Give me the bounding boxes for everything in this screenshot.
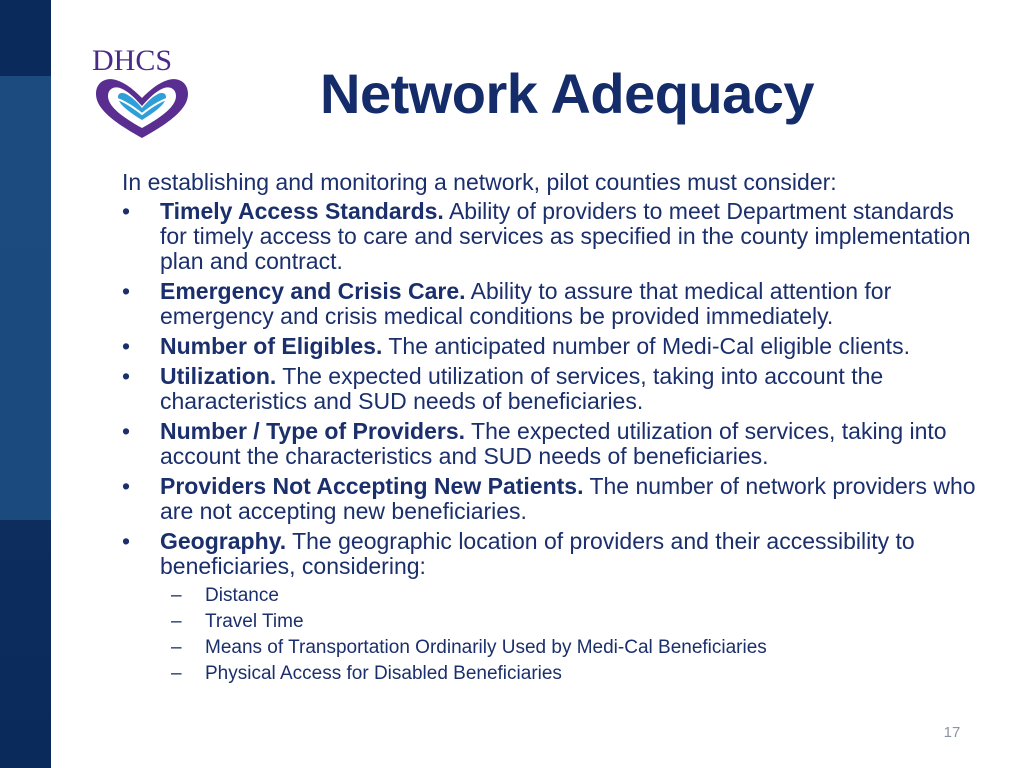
bullet-provider-types <box>122 419 982 469</box>
bullet-text: The geographic location of providers and their accessibility to beneficiaries, considering: <box>160 528 915 579</box>
bullet-text: The number of network providers who are not accepting new beneficiaries. <box>160 473 976 524</box>
bullet-text: Ability to assure that medical attention for emergency and crisis medical conditions be provided immediately. <box>160 278 892 329</box>
sub-item-distance: – Distance <box>160 583 982 608</box>
bullet-geography <box>122 529 982 686</box>
bullet-term: Timely Access Standards. <box>160 198 444 224</box>
logo-text: DHCS <box>92 44 173 77</box>
bullet-term: Number / Type of Providers. <box>160 418 466 444</box>
side-accent-bar <box>0 0 51 768</box>
bullet-term: Emergency and Crisis Care. <box>160 278 466 304</box>
bullet-emergency-care <box>122 279 982 329</box>
bullet-text: The expected utilization of services, taking into account the characteristics and SUD needs of beneficiaries. <box>160 418 947 469</box>
slide-body <box>122 170 982 691</box>
bullet-term: Providers Not Accepting New Patients. <box>160 473 584 499</box>
bullet-text: The anticipated number of Medi-Cal eligible clients. <box>388 333 910 359</box>
dhcs-logo <box>92 46 192 142</box>
bullet-term: Number of Eligibles. <box>160 333 383 359</box>
heart-hands-icon <box>92 76 192 142</box>
bullet-text: Ability of providers to meet Department standards for timely access to care and services as specified in the county implementation plan and contract. <box>160 198 971 274</box>
bullet-text: The expected utilization of services, taking into account the characteristics and SUD needs of beneficiaries. <box>160 363 884 414</box>
page-number: 17 <box>943 724 961 741</box>
bullet-term: Geography. <box>160 528 287 554</box>
sub-item-transportation: – Means of Transportation Ordinarily Used by Medi-Cal Beneficiaries <box>160 635 982 660</box>
bullet-number-of-eligibles <box>122 334 982 359</box>
bullet-timely-access <box>122 199 982 274</box>
bullet-term: Utilization. <box>160 363 277 389</box>
criteria-list <box>122 199 982 686</box>
geography-sub-list <box>160 583 982 686</box>
sub-item-travel-time: – Travel Time <box>160 609 982 634</box>
bullet-not-accepting-patients <box>122 474 982 524</box>
sub-item-physical-access: – Physical Access for Disabled Beneficiaries <box>160 661 982 686</box>
slide-title: Network Adequacy <box>320 62 815 125</box>
bullet-utilization <box>122 364 982 414</box>
intro-text: In establishing and monitoring a network, pilot counties must consider: <box>122 169 837 195</box>
